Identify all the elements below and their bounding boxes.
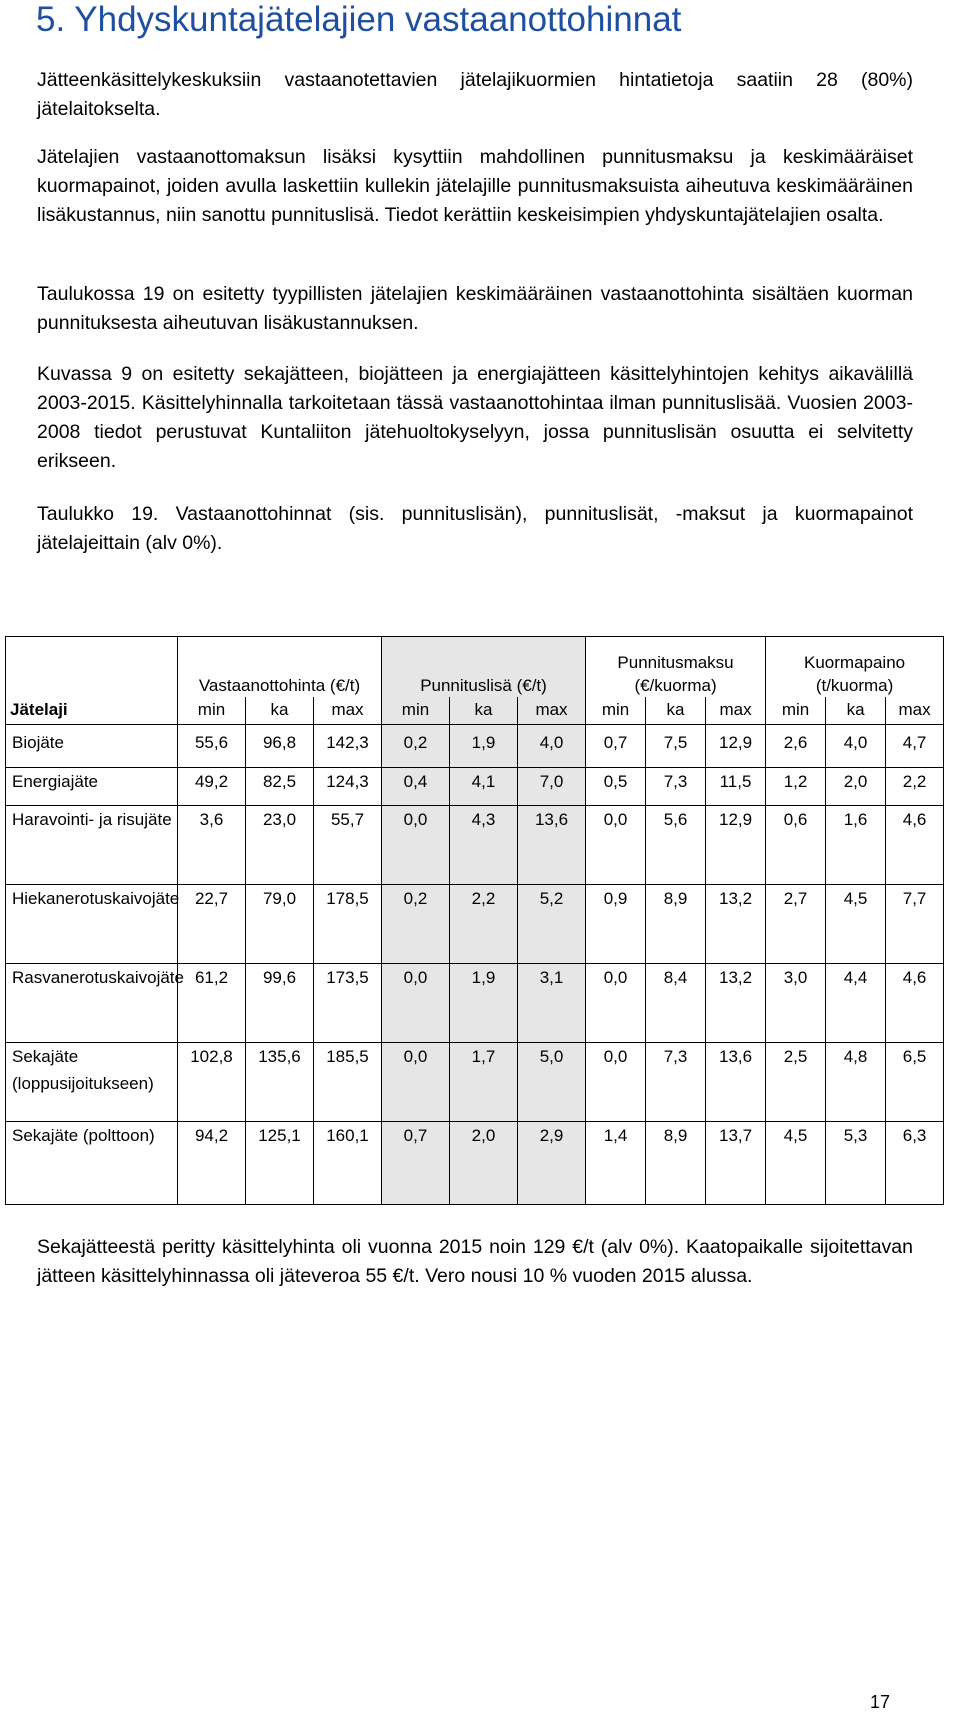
value-cell: 1,7 xyxy=(450,1043,518,1122)
value-cell: 8,9 xyxy=(646,1122,706,1205)
value-cell: 6,3 xyxy=(886,1122,944,1205)
page-title: 5. Yhdyskuntajätelajien vastaanottohinnat xyxy=(36,0,682,39)
waste-type-cell: Energiajäte xyxy=(6,768,178,806)
row-header-waste-type: Jätelaji xyxy=(6,697,178,725)
value-cell: 0,7 xyxy=(586,725,646,768)
value-cell: 4,5 xyxy=(826,885,886,964)
value-cell: 4,4 xyxy=(826,964,886,1043)
value-cell: 0,0 xyxy=(586,806,646,885)
reception-price-table xyxy=(5,636,944,1205)
value-cell: 13,6 xyxy=(706,1043,766,1122)
value-cell: 125,1 xyxy=(246,1122,314,1205)
value-cell: 4,3 xyxy=(450,806,518,885)
value-cell: 3,0 xyxy=(766,964,826,1043)
table-row xyxy=(6,806,944,885)
value-cell: 94,2 xyxy=(178,1122,246,1205)
value-cell: 13,7 xyxy=(706,1122,766,1205)
value-cell: 4,8 xyxy=(826,1043,886,1122)
value-cell: 160,1 xyxy=(314,1122,382,1205)
value-cell: 13,6 xyxy=(518,806,586,885)
value-cell: 3,6 xyxy=(178,806,246,885)
footer-paragraph: Sekajätteestä peritty käsittelyhinta oli vuonna 2015 noin 129 €/t (alv 0%). Kaatopaikalle sijoitettavan jätteen käsittelyhinnassa oli jäteveroa 55 €/t. Vero nousi 10 % vuoden 2015 alussa. xyxy=(37,1236,913,1287)
value-cell: 124,3 xyxy=(314,768,382,806)
value-cell: 0,0 xyxy=(382,806,450,885)
waste-type-cell: Hiekanerotuskaivojäte xyxy=(6,885,178,964)
value-cell: 5,6 xyxy=(646,806,706,885)
subheader-ka: ka xyxy=(246,697,314,725)
value-cell: 185,5 xyxy=(314,1043,382,1122)
value-cell: 5,2 xyxy=(518,885,586,964)
value-cell: 135,6 xyxy=(246,1043,314,1122)
value-cell: 0,0 xyxy=(586,964,646,1043)
value-cell: 8,4 xyxy=(646,964,706,1043)
waste-type-cell: Sekajäte (loppusijoitukseen) xyxy=(6,1043,178,1122)
value-cell: 2,7 xyxy=(766,885,826,964)
waste-type-cell: Rasvanerotuskaivojäte xyxy=(6,964,178,1043)
value-cell: 49,2 xyxy=(178,768,246,806)
value-cell: 96,8 xyxy=(246,725,314,768)
value-cell: 0,7 xyxy=(382,1122,450,1205)
value-cell: 99,6 xyxy=(246,964,314,1043)
value-cell: 55,6 xyxy=(178,725,246,768)
waste-type-cell: Haravointi- ja risujäte xyxy=(6,806,178,885)
subheader-min: min xyxy=(382,697,450,725)
value-cell: 7,7 xyxy=(886,885,944,964)
value-cell: 4,6 xyxy=(886,964,944,1043)
value-cell: 2,2 xyxy=(886,768,944,806)
value-cell: 2,0 xyxy=(826,768,886,806)
value-cell: 2,5 xyxy=(766,1043,826,1122)
value-cell: 4,0 xyxy=(518,725,586,768)
value-cell: 13,2 xyxy=(706,964,766,1043)
value-cell: 178,5 xyxy=(314,885,382,964)
value-cell: 1,9 xyxy=(450,725,518,768)
subheader-min: min xyxy=(766,697,826,725)
value-cell: 13,2 xyxy=(706,885,766,964)
waste-type-cell: Biojäte xyxy=(6,725,178,768)
value-cell: 82,5 xyxy=(246,768,314,806)
value-cell: 0,2 xyxy=(382,725,450,768)
value-cell: 2,9 xyxy=(518,1122,586,1205)
value-cell: 0,4 xyxy=(382,768,450,806)
value-cell: 5,0 xyxy=(518,1043,586,1122)
value-cell: 4,5 xyxy=(766,1122,826,1205)
table-caption: Taulukko 19. Vastaanottohinnat (sis. punnituslisän), punnituslisät, -maksut ja kuormapainot jätelajeittain (alv 0%). xyxy=(37,503,913,554)
value-cell: 1,9 xyxy=(450,964,518,1043)
value-cell: 102,8 xyxy=(178,1043,246,1122)
table-group-header-row xyxy=(6,637,944,697)
page-number: 17 xyxy=(870,1692,891,1712)
value-cell: 0,0 xyxy=(382,1043,450,1122)
subheader-max: max xyxy=(706,697,766,725)
value-cell: 55,7 xyxy=(314,806,382,885)
value-cell: 4,0 xyxy=(826,725,886,768)
table-subheader-row xyxy=(6,697,944,725)
value-cell: 2,2 xyxy=(450,885,518,964)
value-cell: 2,0 xyxy=(450,1122,518,1205)
table-row xyxy=(6,1043,944,1122)
table-row xyxy=(6,885,944,964)
table-reference-paragraph: Taulukossa 19 on esitetty tyypillisten jätelajien keskimääräinen vastaanottohinta sisältäen kuorman punnituksesta aiheutuvan lisäkustannuksen. xyxy=(37,283,913,334)
subheader-max: max xyxy=(518,697,586,725)
value-cell: 6,5 xyxy=(886,1043,944,1122)
value-cell: 1,4 xyxy=(586,1122,646,1205)
method-paragraph: Jätelajien vastaanottomaksun lisäksi kysyttiin mahdollinen punnitusmaksu ja keskimääräiset kuormapainot, joiden avulla laskettiin kullekin jätelajille punnitusmaksuista aiheutuva keskimääräinen lisäkustannus, niin sanottu punnituslisä. Tiedot kerättiin keskeisimpien yhdyskuntajätelajien osalta. xyxy=(37,146,913,226)
table-row xyxy=(6,768,944,806)
intro-paragraph: Jätteenkäsittelykeskuksiin vastaanotettavien jätelajikuormien hintatietoja saatiin 28 (80%) jätelaitokselta. xyxy=(37,69,913,120)
value-cell: 5,3 xyxy=(826,1122,886,1205)
group-header-load-weight: Kuormapaino (t/kuorma) xyxy=(766,637,944,697)
subheader-ka: ka xyxy=(646,697,706,725)
value-cell: 22,7 xyxy=(178,885,246,964)
value-cell: 7,5 xyxy=(646,725,706,768)
value-cell: 1,6 xyxy=(826,806,886,885)
value-cell: 61,2 xyxy=(178,964,246,1043)
subheader-min: min xyxy=(178,697,246,725)
value-cell: 0,9 xyxy=(586,885,646,964)
group-header-weighing-surcharge: Punnituslisä (€/t) xyxy=(382,637,586,697)
value-cell: 0,0 xyxy=(586,1043,646,1122)
waste-type-cell: Sekajäte (polttoon) xyxy=(6,1122,178,1205)
subheader-max: max xyxy=(314,697,382,725)
value-cell: 4,6 xyxy=(886,806,944,885)
value-cell: 12,9 xyxy=(706,806,766,885)
value-cell: 11,5 xyxy=(706,768,766,806)
value-cell: 0,0 xyxy=(382,964,450,1043)
value-cell: 3,1 xyxy=(518,964,586,1043)
value-cell: 7,3 xyxy=(646,1043,706,1122)
value-cell: 23,0 xyxy=(246,806,314,885)
value-cell: 0,6 xyxy=(766,806,826,885)
value-cell: 0,5 xyxy=(586,768,646,806)
subheader-min: min xyxy=(586,697,646,725)
value-cell: 8,9 xyxy=(646,885,706,964)
table-row xyxy=(6,725,944,768)
value-cell: 12,9 xyxy=(706,725,766,768)
subheader-ka: ka xyxy=(450,697,518,725)
table-row xyxy=(6,1122,944,1205)
table-row xyxy=(6,964,944,1043)
value-cell: 7,3 xyxy=(646,768,706,806)
value-cell: 1,2 xyxy=(766,768,826,806)
group-header-weighing-fee: Punnitusmaksu (€/kuorma) xyxy=(586,637,766,697)
subheader-ka: ka xyxy=(826,697,886,725)
value-cell: 2,6 xyxy=(766,725,826,768)
table-corner-cell xyxy=(6,637,178,697)
value-cell: 173,5 xyxy=(314,964,382,1043)
group-header-reception-price: Vastaanottohinta (€/t) xyxy=(178,637,382,697)
value-cell: 4,7 xyxy=(886,725,944,768)
figure-reference-paragraph: Kuvassa 9 on esitetty sekajätteen, biojätteen ja energiajätteen käsittelyhintojen kehitys aikavälillä 2003-2015. Käsittelyhinnalla tarkoitetaan tässä vastaanottohintaa ilman punnituslisää. Vuosien 2003-2008 tiedot perustuvat Kuntaliiton jätehuoltokyselyyn, jossa punnituslisän osuutta ei selvitetty erikseen. xyxy=(37,363,913,472)
value-cell: 79,0 xyxy=(246,885,314,964)
value-cell: 7,0 xyxy=(518,768,586,806)
subheader-max: max xyxy=(886,697,944,725)
value-cell: 4,1 xyxy=(450,768,518,806)
value-cell: 0,2 xyxy=(382,885,450,964)
value-cell: 142,3 xyxy=(314,725,382,768)
